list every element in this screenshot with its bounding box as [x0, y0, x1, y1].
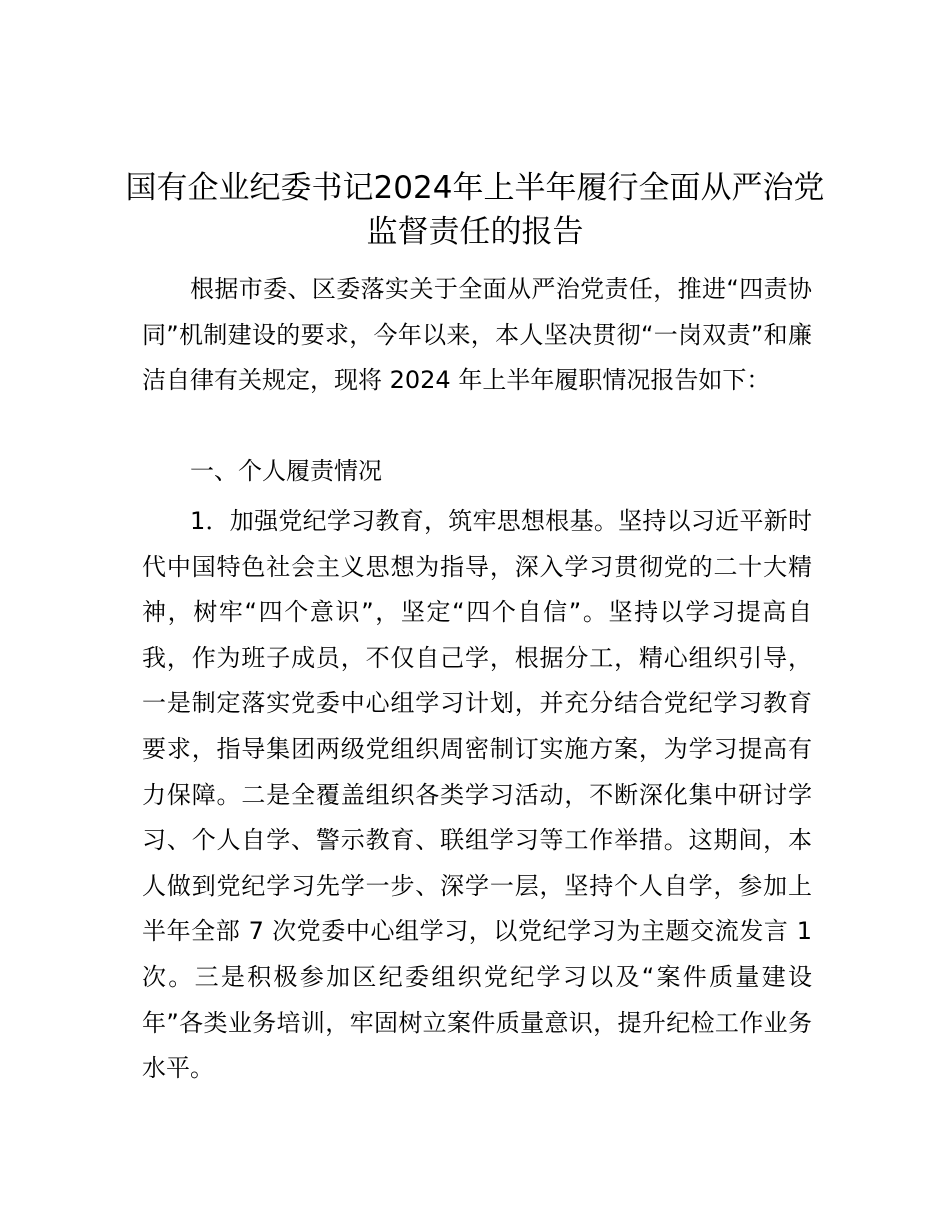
section-heading: 一、个人履责情况	[190, 457, 382, 485]
section-paragraph: 1．加强党纪学习教育，筑牢思想根基。坚持以习近平新时代中国特色社会主义思想为指导，深入学习贯彻党的二十大精神，树牢“四个意识”，坚定“四个自信”。坚持以学习提高自我，作为班子成员，不仅自己学，根据分工，精心组织引导，一是制定落实党委中心组学习计划，并充分结合党纪学习教育要求，指导集团两级党组织周密制订实施方案，为学习提高有力保障。二是全覆盖组织各类学习活动，不断深化集中研讨学习、个人自学、警示教育、联组学习等工作举措。这期间，本人做到党纪学习先学一步、深学一层，坚持个人自学，参加上半年全部 7 次党委中心组学习，以党纪学习为主题交流发言 1 次。三是积极参加区纪委组织党纪学习以及“案件质量建设年”各类业务培训，牢固树立案件质量意识，提升纪检工作业务水平。	[142, 507, 812, 1083]
intro-paragraph: 根据市委、区委落实关于全面从严治党责任，推进“四责协同”机制建设的要求，今年以来，本人坚决贯彻“一岗双责”和廉洁自律有关规定，现将 2024 年上半年履职情况报告如下：	[142, 275, 812, 395]
document-title: 国有企业纪委书记2024年上半年履行全面从严治党监督责任的报告	[125, 170, 825, 250]
